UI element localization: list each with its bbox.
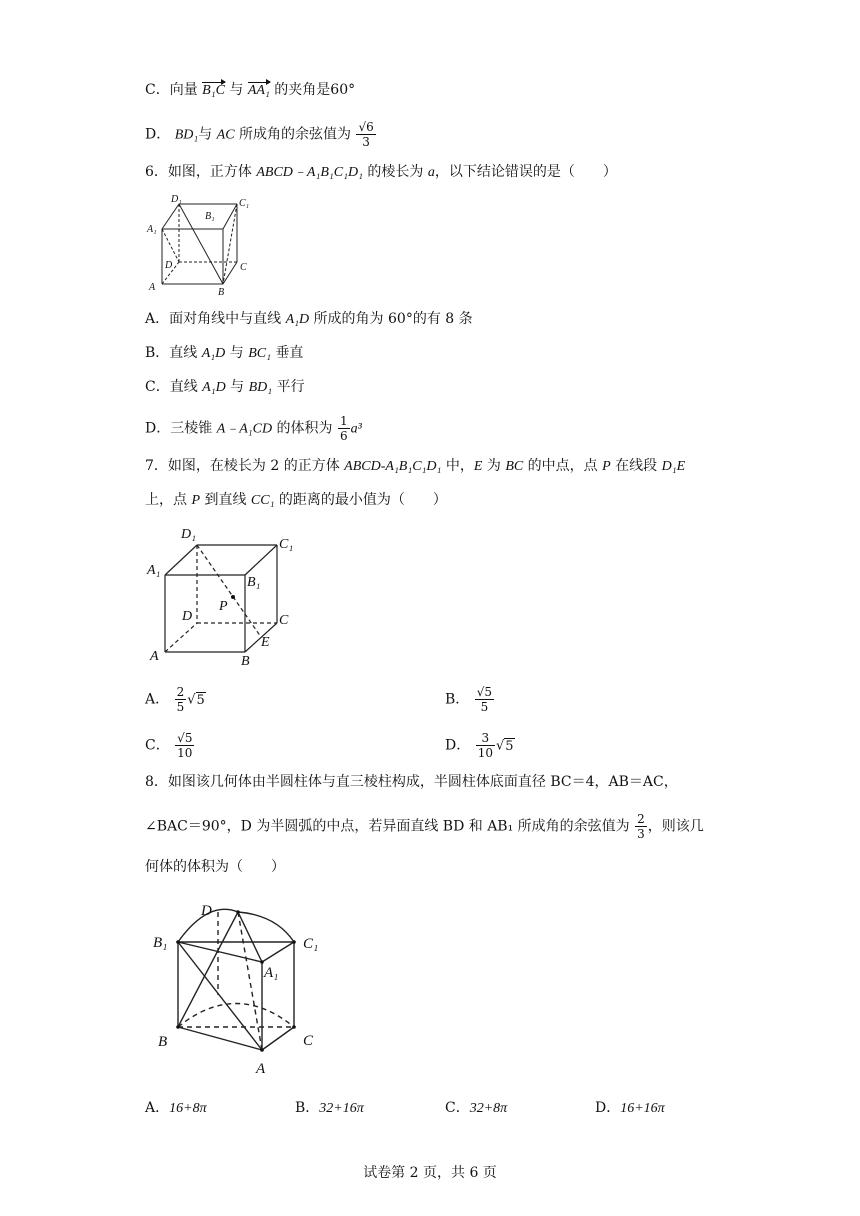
q6-d-fraction: $\frac{1}{6}$ [340, 414, 348, 443]
q8-label-a: A [256, 1061, 266, 1077]
q5-d-fraction: $\frac{√6}{3}$ [358, 120, 374, 149]
q7-option-a: A． $\frac{2}{5}$ √5 [145, 685, 205, 714]
q6-label-a1: A₁ [147, 224, 157, 235]
q6-stem: 6．如图，正方体 ABCD﹣A₁B₁C₁D₁ 的棱长为 a，以下结论错误的是（ ） [145, 164, 617, 180]
q6-label-d1: D₁ [171, 194, 182, 205]
q7-point-p [231, 595, 235, 599]
q8-label-a1: A₁ [264, 965, 279, 981]
q8-label-b1: B₁ [153, 935, 168, 951]
q7-label-e: E [261, 635, 270, 650]
q6-cube-figure [145, 192, 255, 297]
q6-option-c: C．直线 A₁D 与 BD₁ 平行 [145, 379, 305, 395]
q7-option-c: C． $\frac{√5}{10}$ [145, 731, 193, 760]
q7-label-a: A [150, 649, 159, 664]
q8-stem-line2: ∠BAC＝90°，D 为半圆弧的中点，若异面直线 BD 和 AB₁ 所成角的余弦值为 $\frac{2}{3}$ ，则该几 [145, 812, 704, 841]
q7-option-b: B． $\frac{√5}{5}$ [445, 685, 493, 714]
q7-label-d1: D₁ [181, 527, 196, 542]
q7-cube-figure [145, 520, 305, 670]
q5-option-c: C．向量 B₁C 与 AA₁ 的夹角是60° [145, 80, 355, 101]
q7-stem-line2: 上，点 P 到直线 CC₁ 的距离的最小值为（ ） [145, 492, 447, 508]
q6-option-b: B．直线 A₁D 与 BC₁ 垂直 [145, 345, 304, 361]
q8-stem-line3: 何体的体积为（ ） [145, 859, 285, 875]
q6-label-d: D [165, 260, 173, 271]
q7-label-c1: C₁ [279, 537, 294, 552]
page-footer: 试卷第 2 页，共 6 页 [363, 1165, 497, 1181]
q8-label-c1: C₁ [303, 936, 319, 952]
q7-label-c: C [279, 613, 289, 628]
q6-option-d: D．三棱锥 A﹣A₁CD 的体积为 $\frac{1}{6}$ a³ [145, 414, 362, 443]
q7-label-a1: A₁ [147, 563, 161, 578]
q8-solid-figure [148, 895, 333, 1080]
q8-label-b: B [158, 1034, 168, 1050]
q8-option-a: A．16+8π [145, 1100, 207, 1116]
q5-option-d: D． BD₁与 AC 所成角的余弦值为 $\frac{√6}{3}$ [145, 120, 374, 149]
q8-option-d: D．16+16π [595, 1100, 665, 1116]
q7-label-b1: B₁ [247, 575, 261, 590]
q6-label-a: A [149, 282, 156, 293]
q6-label-c1: C₁ [239, 198, 250, 209]
q7-stem-line1: 7．如图，在棱长为 2 的正方体 ABCD-A₁B₁C₁D₁ 中，E 为 BC 的中点，点 P 在线段 D₁E [145, 458, 686, 474]
q7-label-b: B [241, 654, 250, 669]
q8-label-d: D [201, 903, 212, 919]
q7-label-p: P [219, 599, 228, 614]
q6-label-c: C [240, 262, 247, 273]
q8-option-b: B．32+16π [295, 1100, 364, 1116]
q8-stem-line1: 8．如图该几何体由半圆柱体与直三棱柱构成，半圆柱体底面直径 BC＝4，AB＝AC， [145, 774, 678, 790]
q6-label-b1: B₁ [205, 211, 215, 222]
q7-label-d: D [182, 609, 193, 624]
q6-label-b: B [218, 287, 225, 297]
q6-option-a: A．面对角线中与直线 A₁D 所成的角为 60°的有 8 条 [145, 311, 473, 327]
q7-option-d: D． $\frac{3}{10}$ √5 [445, 731, 514, 760]
q8-label-c: C [303, 1033, 314, 1049]
q8-option-c: C．32+8π [445, 1100, 508, 1116]
